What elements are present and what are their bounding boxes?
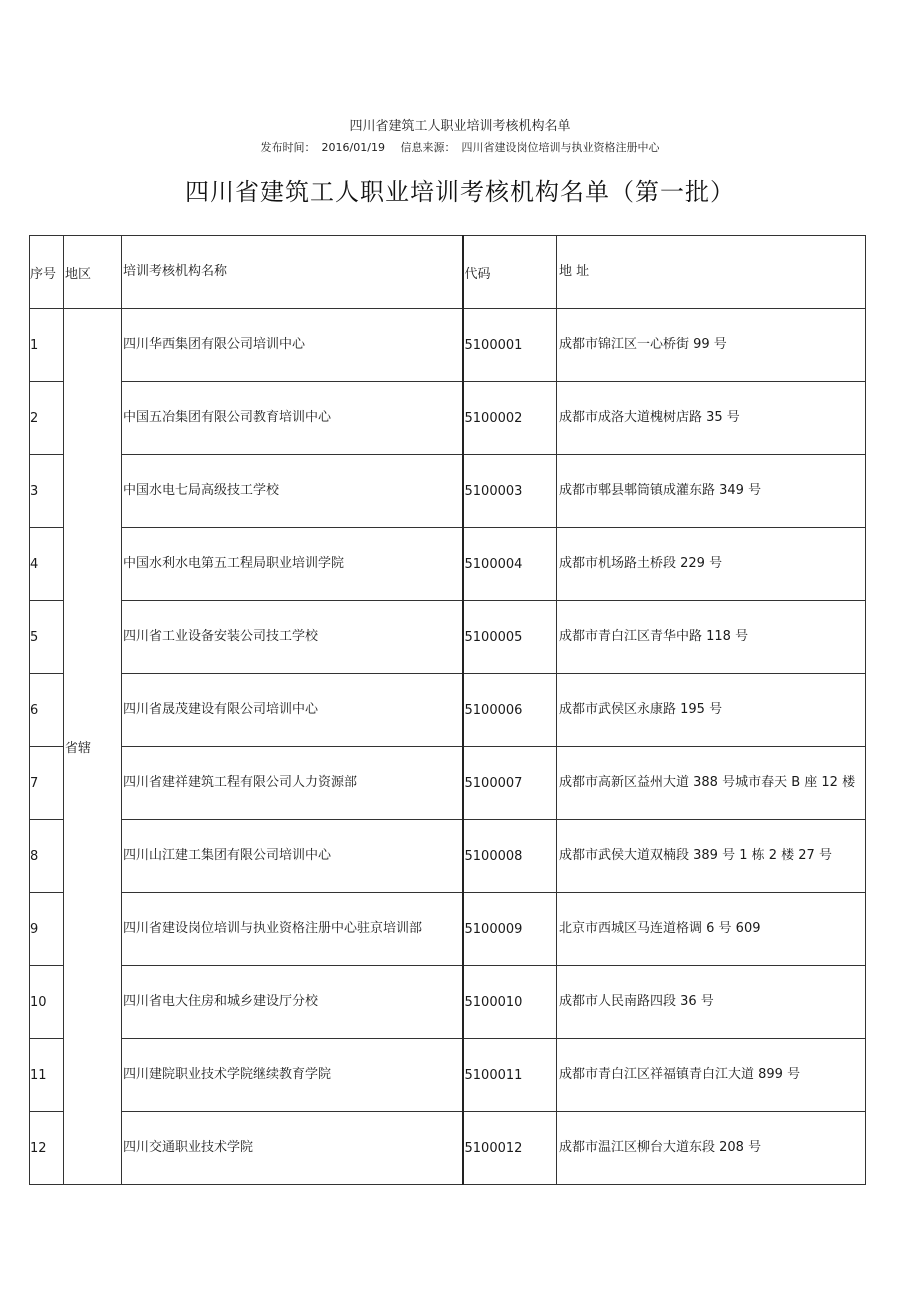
- row-name: 四川华西集团有限公司培训中心: [122, 309, 463, 382]
- table-row: [30, 601, 866, 674]
- table-row: [30, 747, 866, 820]
- publish-date: 2016/01/19: [321, 141, 385, 154]
- table-row: [30, 309, 866, 382]
- row-address: 成都市青白江区祥福镇青白江大道 899 号: [557, 1039, 866, 1112]
- row-seq: 9: [30, 893, 64, 966]
- table-row: [30, 528, 866, 601]
- row-seq: 5: [30, 601, 64, 674]
- row-code: 5100006: [463, 674, 557, 747]
- column-header-code: 代码: [463, 236, 557, 309]
- row-name: 四川山江建工集团有限公司培训中心: [122, 820, 463, 893]
- row-code: 5100012: [463, 1112, 557, 1185]
- row-code: 5100003: [463, 455, 557, 528]
- source-name: 四川省建设岗位培训与执业资格注册中心: [461, 141, 660, 154]
- row-address: 成都市成洛大道槐树店路 35 号: [557, 382, 866, 455]
- table-row: [30, 1039, 866, 1112]
- row-seq: 10: [30, 966, 64, 1039]
- row-code: 5100011: [463, 1039, 557, 1112]
- publish-label-text: 发布时间：: [260, 141, 316, 154]
- row-name: 四川省电大住房和城乡建设厅分校: [122, 966, 463, 1039]
- row-seq: 8: [30, 820, 64, 893]
- row-address: 成都市锦江区一心桥街 99 号: [557, 309, 866, 382]
- publish-label: [258, 141, 388, 154]
- publish-info-line: [0, 139, 920, 155]
- row-name: 四川省工业设备安装公司技工学校: [122, 601, 463, 674]
- row-name: 中国水利水电第五工程局职业培训学院: [122, 528, 463, 601]
- row-seq: 3: [30, 455, 64, 528]
- source-label: [397, 141, 662, 154]
- row-address: 成都市青白江区青华中路 118 号: [557, 601, 866, 674]
- row-name: 四川交通职业技术学院: [122, 1112, 463, 1185]
- row-name: 四川省建祥建筑工程有限公司人力资源部: [122, 747, 463, 820]
- document-subtitle: 四川省建筑工人职业培训考核机构名单: [349, 119, 571, 134]
- row-code: 5100004: [463, 528, 557, 601]
- table-row: [30, 1112, 866, 1185]
- row-name: 四川建院职业技术学院继续教育学院: [122, 1039, 463, 1112]
- column-header-seq: 序号: [30, 236, 64, 309]
- column-header-region: 地区: [64, 236, 122, 309]
- table-row: [30, 820, 866, 893]
- row-name: 中国水电七局高级技工学校: [122, 455, 463, 528]
- row-name: 四川省建设岗位培训与执业资格注册中心驻京培训部: [122, 893, 463, 966]
- row-seq: 1: [30, 309, 64, 382]
- row-address: 成都市人民南路四段 36 号: [557, 966, 866, 1039]
- column-header-name: 培训考核机构名称: [122, 236, 463, 309]
- row-address: 北京市西城区马连道格调 6 号 609: [557, 893, 866, 966]
- table-row: [30, 893, 866, 966]
- row-address: 成都市温江区柳台大道东段 208 号: [557, 1112, 866, 1185]
- table-row: [30, 382, 866, 455]
- row-code: 5100002: [463, 382, 557, 455]
- table-row: [30, 455, 866, 528]
- row-code: 5100010: [463, 966, 557, 1039]
- row-seq: 7: [30, 747, 64, 820]
- row-seq: 6: [30, 674, 64, 747]
- page-title: 四川省建筑工人职业培训考核机构名单（第一批）: [185, 178, 735, 206]
- row-address: 成都市武侯大道双楠段 389 号 1 栋 2 楼 27 号: [557, 820, 866, 893]
- row-address: 成都市高新区益州大道 388 号城市春天 B 座 12 楼: [557, 747, 866, 820]
- row-seq: 11: [30, 1039, 64, 1112]
- row-seq: 2: [30, 382, 64, 455]
- row-address: 成都市郫县郫筒镇成灌东路 349 号: [557, 455, 866, 528]
- table-row: [30, 674, 866, 747]
- row-address: 成都市机场路土桥段 229 号: [557, 528, 866, 601]
- row-seq: 4: [30, 528, 64, 601]
- column-header-address: 地 址: [557, 236, 866, 309]
- row-code: 5100001: [463, 309, 557, 382]
- table-row: [30, 966, 866, 1039]
- source-label-text: 信息来源：: [400, 141, 456, 154]
- institution-table: [29, 235, 866, 1185]
- row-code: 5100005: [463, 601, 557, 674]
- row-code: 5100008: [463, 820, 557, 893]
- row-name: 中国五冶集团有限公司教育培训中心: [122, 382, 463, 455]
- row-code: 5100007: [463, 747, 557, 820]
- row-name: 四川省晟茂建设有限公司培训中心: [122, 674, 463, 747]
- table-header-row: [30, 236, 866, 309]
- row-seq: 12: [30, 1112, 64, 1185]
- row-address: 成都市武侯区永康路 195 号: [557, 674, 866, 747]
- row-code: 5100009: [463, 893, 557, 966]
- region-cell: 省辖: [64, 309, 122, 1185]
